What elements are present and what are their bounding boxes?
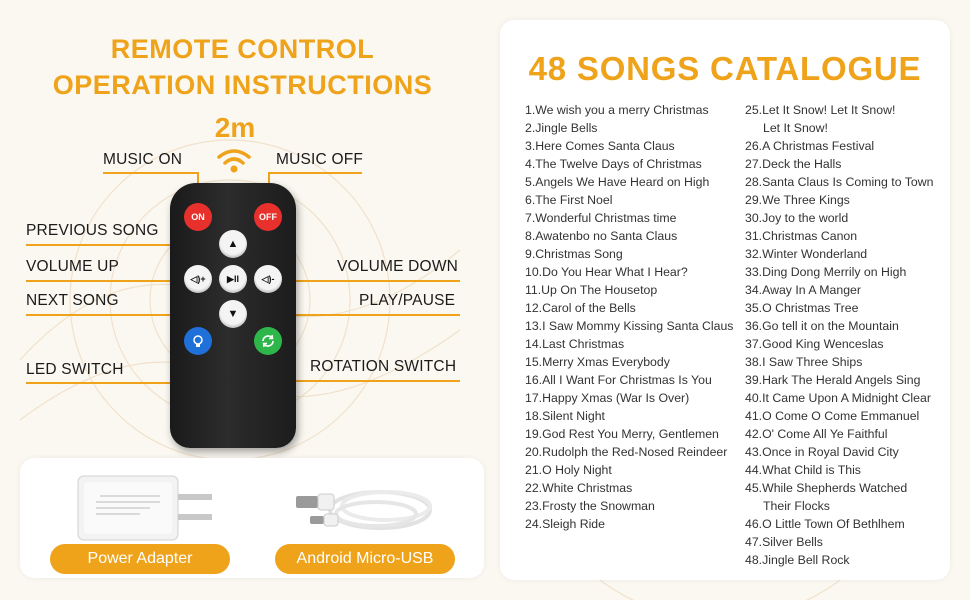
- song-title: 29.We Three Kings: [745, 193, 850, 207]
- song-title: 39.Hark The Herald Angels Sing: [745, 373, 921, 387]
- song-item: 17.Happy Xmas (War Is Over): [525, 391, 690, 405]
- usb-cable-label: Android Micro-USB: [275, 544, 455, 574]
- song-item: 10.Do You Hear What I Hear?: [525, 265, 688, 279]
- usb-cable-image: [290, 468, 460, 548]
- label-volume-up: VOLUME UP: [26, 258, 120, 275]
- remote-control: [170, 183, 296, 448]
- label-play-pause: PLAY/PAUSE: [359, 292, 456, 309]
- remote-title-line1: REMOTE CONTROL: [110, 34, 375, 64]
- song-title: 37.Good King Wenceslas: [745, 337, 884, 351]
- label-music-off: MUSIC OFF: [276, 151, 364, 168]
- song-item: 18.Silent Night: [525, 409, 605, 423]
- song-list-column-1: [525, 101, 733, 533]
- song-item: [745, 263, 933, 281]
- song-title: 47.Silver Bells: [745, 535, 823, 549]
- song-title: 45.While Shepherds Watched: [745, 481, 908, 495]
- song-item: [745, 371, 933, 389]
- previous-song-button[interactable]: [219, 230, 247, 258]
- song-item: 11.Up On The Housetop: [525, 283, 658, 297]
- song-title: 27.Deck the Halls: [745, 157, 842, 171]
- volume-up-button[interactable]: ◁)+: [184, 265, 212, 293]
- song-title: 41.O Come O Come Emmanuel: [745, 409, 920, 423]
- song-item: [745, 407, 933, 425]
- song-item: [745, 551, 933, 569]
- song-title: 26.A Christmas Festival: [745, 139, 875, 153]
- leader-play-pause: [272, 314, 460, 316]
- song-item: [745, 425, 933, 443]
- song-item: 14.Last Christmas: [525, 337, 625, 351]
- song-title: 30.Joy to the world: [745, 211, 849, 225]
- rotate-icon: [260, 333, 276, 349]
- song-title: 40.It Came Upon A Midnight Clear: [745, 391, 931, 405]
- play-pause-button[interactable]: ▶II: [219, 265, 247, 293]
- song-title: 46.O Little Town Of Bethlhem: [745, 517, 905, 531]
- song-item: [745, 209, 933, 227]
- song-item: 23.Frosty the Snowman: [525, 499, 655, 513]
- song-item: 1.We wish you a merry Christmas: [525, 103, 709, 117]
- song-item: 22.White Christmas: [525, 481, 633, 495]
- song-item: 12.Carol of the Bells: [525, 301, 636, 315]
- song-title: 25.Let It Snow! Let It Snow!: [745, 103, 896, 117]
- song-item: [745, 515, 933, 533]
- song-title: 33.Ding Dong Merrily on High: [745, 265, 907, 279]
- song-item: [745, 191, 933, 209]
- song-title: 44.What Child is This: [745, 463, 861, 477]
- song-item: [745, 533, 933, 551]
- song-item: 9.Christmas Song: [525, 247, 623, 261]
- catalogue-title: 48 SONGS CATALOGUE: [528, 50, 922, 87]
- label-rotation-switch: ROTATION SWITCH: [310, 358, 457, 375]
- song-item: [745, 317, 933, 335]
- remote-title-line2: OPERATION INSTRUCTIONS: [52, 70, 433, 100]
- song-item: 3.Here Comes Santa Claus: [525, 139, 675, 153]
- off-button[interactable]: OFF: [254, 203, 282, 231]
- power-adapter-label: Power Adapter: [50, 544, 230, 574]
- leader-volume-down: [282, 280, 460, 282]
- song-item: [745, 335, 933, 353]
- song-item: [745, 479, 933, 515]
- next-song-button[interactable]: [219, 300, 247, 328]
- song-item: [745, 245, 933, 263]
- on-button[interactable]: ON: [184, 203, 212, 231]
- label-music-on: MUSIC ON: [103, 151, 183, 168]
- leader-music-off: [268, 172, 362, 174]
- led-switch-button[interactable]: [184, 327, 212, 355]
- song-item: 19.God Rest You Merry, Gentlemen: [525, 427, 719, 441]
- song-item: [745, 173, 933, 191]
- song-title: 48.Jingle Bell Rock: [745, 553, 850, 567]
- song-item: [745, 155, 933, 173]
- lightbulb-icon: [190, 333, 206, 349]
- song-item: 20.Rudolph the Red-Nosed Reindeer: [525, 445, 728, 459]
- song-item: 13.I Saw Mommy Kissing Santa Claus: [525, 319, 734, 333]
- song-item: [745, 137, 933, 155]
- song-title: 36.Go tell it on the Mountain: [745, 319, 899, 333]
- song-title: 35.O Christmas Tree: [745, 301, 859, 315]
- song-item: [745, 389, 933, 407]
- song-title: 43.Once in Royal David City: [745, 445, 899, 459]
- song-title: 28.Santa Claus Is Coming to Town: [745, 175, 934, 189]
- leader-music-on: [103, 172, 199, 174]
- rotation-switch-button[interactable]: [254, 327, 282, 355]
- range-distance: 2m: [214, 112, 256, 143]
- song-item: 8.Awatenbo no Santa Claus: [525, 229, 678, 243]
- song-list-column-2: [745, 101, 933, 569]
- song-item: 2.Jingle Bells: [525, 121, 598, 135]
- song-title: 31.Christmas Canon: [745, 229, 858, 243]
- song-title-continued: Let It Snow!: [763, 121, 828, 135]
- song-title: 38.I Saw Three Ships: [745, 355, 863, 369]
- song-item: [745, 281, 933, 299]
- volume-down-button[interactable]: ◁)-: [254, 265, 282, 293]
- song-title-continued: Their Flocks: [763, 499, 830, 513]
- label-previous-song: PREVIOUS SONG: [26, 222, 159, 239]
- label-volume-down: VOLUME DOWN: [337, 258, 459, 275]
- song-item: [745, 353, 933, 371]
- song-item: 6.The First Noel: [525, 193, 613, 207]
- song-item: 21.O Holy Night: [525, 463, 612, 477]
- song-item: [745, 227, 933, 245]
- label-led-switch: LED SWITCH: [26, 361, 124, 378]
- song-item: 16.All I Want For Christmas Is You: [525, 373, 712, 387]
- song-title: 34.Away In A Manger: [745, 283, 861, 297]
- wifi-signal-icon: [216, 148, 252, 174]
- arrow-down-icon: ▼: [227, 308, 239, 320]
- song-item: [745, 461, 933, 479]
- power-adapter-image: [70, 468, 230, 548]
- song-item: 7.Wonderful Christmas time: [525, 211, 677, 225]
- leader-volume-up: [26, 280, 186, 282]
- arrow-up-icon: ▲: [227, 238, 239, 250]
- song-item: 15.Merry Xmas Everybody: [525, 355, 670, 369]
- song-item: 5.Angels We Have Heard on High: [525, 175, 710, 189]
- song-item: 4.The Twelve Days of Christmas: [525, 157, 702, 171]
- label-next-song: NEXT SONG: [26, 292, 119, 309]
- song-item: [745, 443, 933, 461]
- song-item: 24.Sleigh Ride: [525, 517, 605, 531]
- song-title: 42.O' Come All Ye Faithful: [745, 427, 888, 441]
- song-item: [745, 299, 933, 317]
- song-item: [745, 101, 933, 137]
- song-title: 32.Winter Wonderland: [745, 247, 868, 261]
